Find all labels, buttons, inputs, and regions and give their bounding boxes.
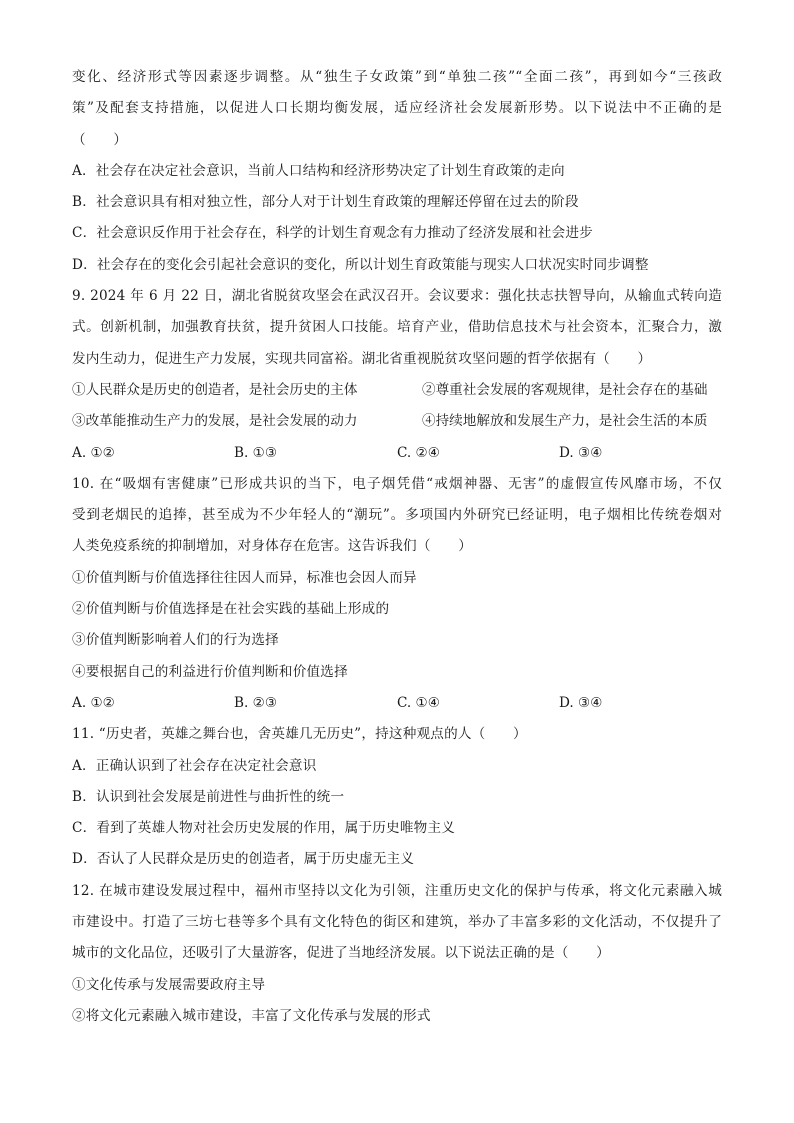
question-12 xyxy=(72,876,722,1032)
question-10-statement-2: ②价值判断与价值选择是在社会实践的基础上形成的 xyxy=(72,601,390,618)
question-10-statement-4: ④要根据自己的利益进行价值判断和价值选择 xyxy=(72,663,348,680)
question-11-option-c: C．看到了英雄人物对社会历史发展的作用，属于历史唯物主义 xyxy=(72,820,456,837)
question-9-stem-line-1: 9. 2024 年 6 月 22 日，湖北省脱贫攻坚会在武汉召开。会议要求：强化扶志扶智导向，从输血式转向造 xyxy=(72,288,722,305)
question-10-choice-b: B. ②③ xyxy=(234,694,278,711)
question-11-option-a: A．正确认识到了社会存在决定社会意识 xyxy=(72,757,317,774)
question-9-statements-row-2 xyxy=(72,406,722,437)
question-9-statement-3: ③改革能推动生产力的发展，是社会发展的动力 xyxy=(72,413,358,430)
question-12-stem-line-2: 市建设中。打造了三坊七巷等多个具有文化特色的街区和建筑，举办了丰富多彩的文化活动，不仅提升了 xyxy=(72,914,722,931)
question-10-statement-3: ③价值判断影响着人们的行为选择 xyxy=(72,632,279,649)
question-9-stem-line-2: 式。创新机制，加强教育扶贫，提升贫困人口技能。培育产业，借助信息技术与社会资本，汇聚合力，激 xyxy=(72,319,722,336)
question-9-choices xyxy=(72,438,722,469)
question-9-choice-c: C. ②④ xyxy=(397,444,440,461)
question-9-choice-b: B. ①③ xyxy=(234,444,278,461)
question-10-stem-line-3: 人类免疫系统的抑制增加，对身体存在危害。这告诉我们（ ） xyxy=(72,538,473,555)
question-9-choice-a: A. ①② xyxy=(72,444,115,461)
question-10-choice-a: A. ①② xyxy=(72,694,115,711)
question-10-choices xyxy=(72,688,722,719)
question-12-statement-1: ①文化传承与发展需要政府主导 xyxy=(72,976,266,993)
question-8 xyxy=(72,62,722,281)
question-8-option-d: D．社会存在的变化会引起社会意识的变化，所以计划生育政策能与现实人口状况实时同步调整 xyxy=(72,256,649,273)
question-12-statement-2: ②将文化元素融入城市建设，丰富了文化传承与发展的形式 xyxy=(72,1007,431,1024)
question-9-statement-4: ④持续地解放和发展生产力，是社会生活的本质 xyxy=(422,413,708,430)
question-10-stem-line-1: 10. 在“吸烟有害健康”已形成共识的当下，电子烟凭借“戒烟神器、无害”的虚假宣传风靡市场，不仅 xyxy=(72,475,722,492)
question-8-stem-line-2: 策”及配套支持措施，以促进人口长期均衡发展，适应经济社会发展新形势。以下说法中不正确的是 xyxy=(72,100,722,117)
question-9-choice-d: D. ③④ xyxy=(559,444,603,461)
question-11-option-b: B．认识到社会发展是前进性与曲折性的统一 xyxy=(72,788,345,805)
question-8-stem-line-1: 变化、经济形式等因素逐步调整。从“独生子女政策”到“单独二孩”“全面二孩”，再到如今“三孩政 xyxy=(72,69,722,85)
question-11-option-d: D．否认了人民群众是历史的创造者，属于历史虚无主义 xyxy=(72,851,415,868)
question-9 xyxy=(72,281,722,469)
question-9-stem-line-3: 发内生动力，促进生产力发展，实现共同富裕。湖北省重视脱贫攻坚问题的哲学依据有（ ） xyxy=(72,350,652,367)
question-8-answer-blank: （ ） xyxy=(72,131,128,148)
question-8-option-a: A．社会存在决定社会意识，当前人口结构和经济形势决定了计划生育政策的走向 xyxy=(72,162,565,179)
question-10-statement-1: ①价值判断与价值选择往往因人而异，标准也会因人而异 xyxy=(72,569,417,586)
exam-page xyxy=(72,62,722,1032)
question-11 xyxy=(72,719,722,875)
question-10-stem-line-2: 受到老烟民的追捧，甚至成为不少年轻人的“潮玩”。多项国内外研究已经证明，电子烟相比传统卷烟对 xyxy=(72,507,722,524)
question-12-stem-line-1: 12. 在城市建设发展过程中，福州市坚持以文化为引领，注重历史文化的保护与传承，将文化元素融入城 xyxy=(72,882,722,899)
question-10-choice-d: D. ③④ xyxy=(559,694,603,711)
question-11-stem: 11. “历史者，英雄之舞台也，舍英雄几无历史”，持这种观点的人（ ） xyxy=(72,726,527,743)
question-8-option-c: C．社会意识反作用于社会存在，科学的计划生育观念有力推动了经济发展和社会进步 xyxy=(72,225,593,242)
question-12-stem-line-3: 城市的文化品位，还吸引了大量游客，促进了当地经济发展。以下说法正确的是（ ） xyxy=(72,945,610,962)
question-9-statement-1: ①人民群众是历史的创造者，是社会历史的主体 xyxy=(72,381,358,398)
question-10 xyxy=(72,469,722,719)
question-10-choice-c: C. ①④ xyxy=(397,694,440,711)
question-9-statements-row-1 xyxy=(72,375,722,406)
question-9-statement-2: ②尊重社会发展的客观规律，是社会存在的基础 xyxy=(422,381,708,398)
question-8-option-b: B．社会意识具有相对独立性，部分人对于计划生育政策的理解还停留在过去的阶段 xyxy=(72,194,579,211)
